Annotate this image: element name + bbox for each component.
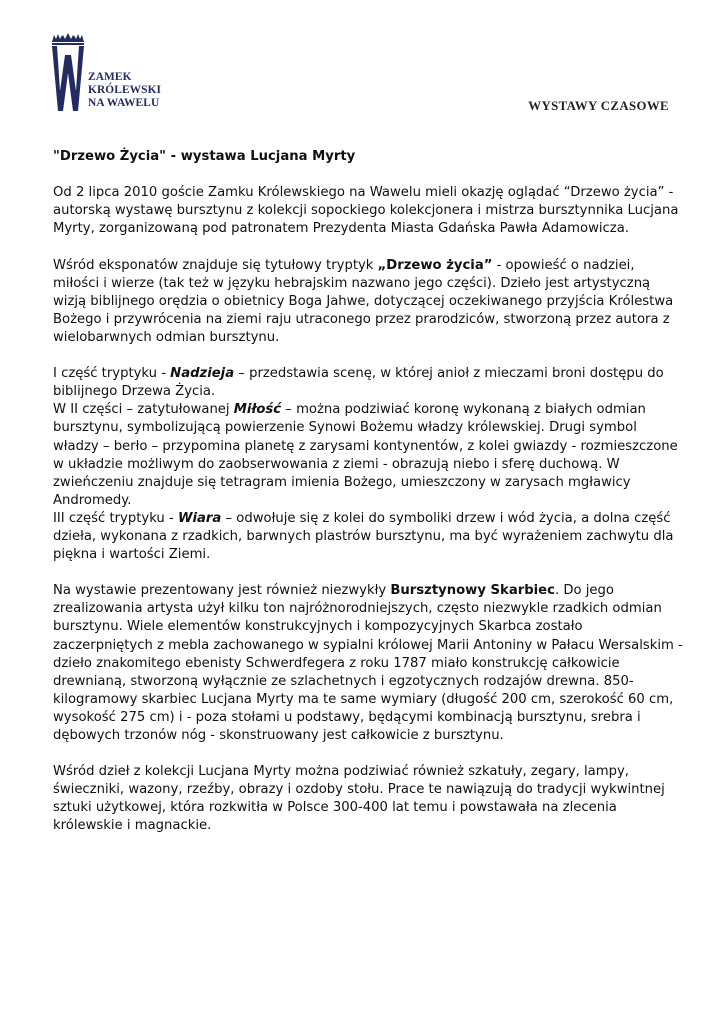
section-label: WYSTAWY CZASOWE [528,99,669,113]
paragraph-5-rest: – odwołuje się z kolei do symboliki drzew i wód życia, a dolna część dzieła, wykonana z rzadkich, barwnych plastrów bursztynu, ma być wyrażeniem zachwytu dla piękna i wartości Ziemi. [53,510,674,563]
paragraph-5 [53,510,683,564]
part-milosc: Miłość [233,402,282,418]
paragraph-1: Od 2 lipca 2010 goście Zamku Królewskiego na Wawelu mieli okazję oglądać “Drzewo życia” - autorską wystawę bursztynu z kolekcji sopockiego kolekcjonera i mistrza bursztynnika Lucjana Myrty, zorganizowaną pod patronatem Prezydenta Miasta Gdańska Pawła Adamowicza. [53,185,679,237]
paragraph-3-rest: – przedstawia scenę, w której anioł z mieczami broni dostępu do biblijnego Drzewa Życia. [53,366,664,400]
article-body [53,148,683,854]
paragraph-3-intro: I część tryptyku - [53,366,171,382]
amber-treasury: Bursztynowy Skarbiec [390,583,555,599]
paragraph-4-intro: W II części – zatytułowanej [53,402,234,418]
paragraph-2-intro: Wśród eksponatów znajduje się tytułowy tryptyk [53,257,378,273]
logo-line-1: ZAMEK [88,71,132,83]
paragraph-7: Wśród dzieł z kolekcji Lucjana Myrty można podziwiać również szkatuły, zegary, lampy, świeczniki, wazony, rzeźby, obrazy i ozdoby stołu. Prace te nawiązują do tradycji wykwintnej sztuki użytkowej, która rozkwitła w Polsce 300-400 lat temu i powstawała na zlecenia królewskie i magnackie. [53,764,665,834]
article-title: "Drzewo Życia" - wystawa Lucjana Myrty [53,149,356,164]
paragraph-4-rest: – można podziwiać koronę wykonaną z białych odmian bursztynu, symbolizującą powierzenie Synowi Bożemu władzy królewskiej. Drugi symbol władzy – berło – przypomina planetę z zarysami kontynentów, z kolei gwiazdy - rozmieszczone w układzie możliwym do zaobserwowania z ziemi - obrazują niebo i sferę duchową. W zwieńczeniu znajduje się tetragram imienia Bożego, umieszczony w zarysach mgławicy Andromedy. [53,402,678,508]
triptych-title: „Drzewo życia” [377,257,493,273]
part-nadzieja: Nadzieja [170,366,235,382]
paragraph-2 [53,257,683,347]
paragraph-6-rest: . Do jego zrealizowania artysta użył kilku ton najróżnorodniejszych, często niezwykle rzadkich odmian bursztynu. Wiele elementów konstrukcyjnych i kompozycyjnych Skarbca zostało zaczerpniętych z mebla zachowanego w sypialni królowej Marii Antoniny w Pałacu Wersalskim - dzieło znakomitego ebenisty Schwerdfegera z roku 1787 miało konstrukcję całkowicie drewnianą, stworzoną wyłącznie ze szlachetnych i egzotycznych rodzajów drewna. 850-kilogramowy skarbiec Lucjana Myrty ma te same wymiary (długość 200 cm, szerokość 60 cm, wysokość 275 cm) i - poza stołami u podstawy, będącymi kombinacją bursztynu, srebra i dębowych trzonów nóg - skonstruowany jest całkowicie z bursztynu. [53,583,683,743]
paragraph-3 [53,365,683,401]
paragraph-5-intro: III część tryptyku - [53,510,178,526]
paragraph-6 [53,582,683,745]
logo-line-2: KRÓLEWSKI [88,84,162,97]
wawel-logo-icon [50,33,86,113]
part-wiara: Wiara [177,510,222,526]
paragraph-2-rest: - opowieść o nadziei, miłości i wierze (tak też w języku hebrajskim nazwano jego części). Dzieło jest artystyczną wizją biblijnego orędzia o obietnicy Boga Jahwe, dotyczącej oczekiwanego przyjścia Królestwa Bożego i przywrócenia na ziemi raju utraconego przez prarodziców, stworzoną przez autora z wielobarwnych odmian bursztynu. [53,257,674,345]
paragraph-6-intro: Na wystawie prezentowany jest również niezwykły [53,583,391,599]
logo-wordmark [88,71,161,111]
paragraph-4 [53,401,683,510]
logo-line-3: NA WAWELU [88,97,160,110]
